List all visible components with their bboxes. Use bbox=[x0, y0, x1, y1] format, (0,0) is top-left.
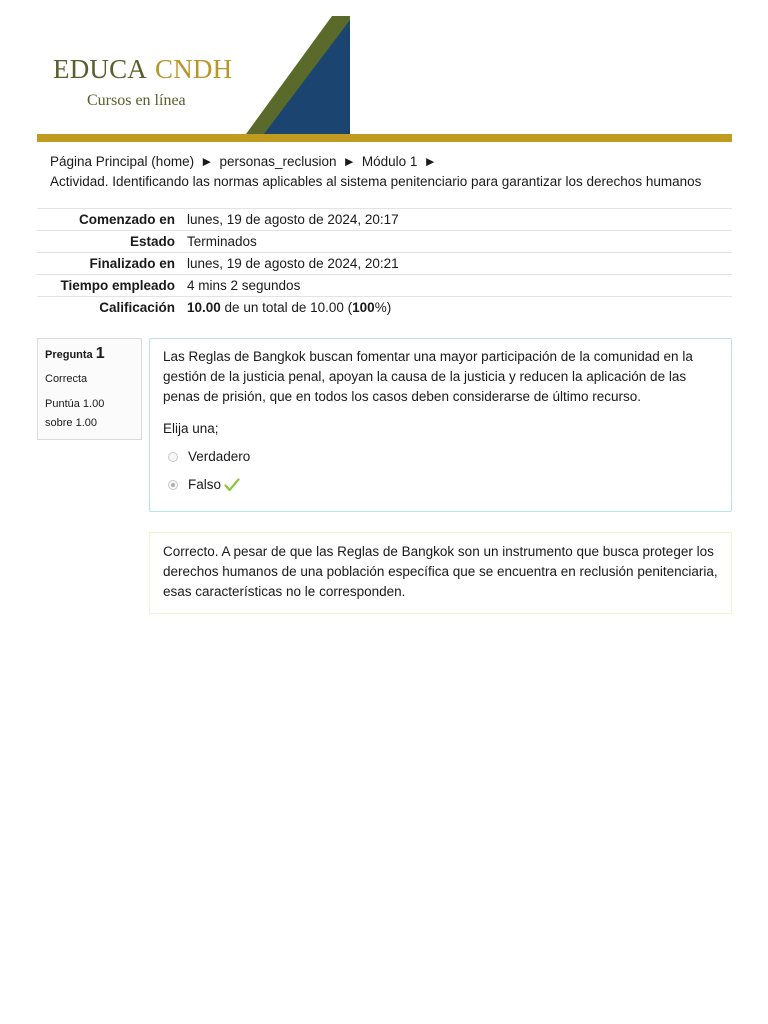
breadcrumb-module[interactable]: Módulo 1 bbox=[361, 154, 418, 169]
summary-row bbox=[37, 209, 732, 231]
summary-row bbox=[37, 253, 732, 275]
header-divider bbox=[37, 134, 732, 142]
question-content bbox=[149, 338, 732, 512]
summary-label: Calificación bbox=[37, 297, 181, 319]
summary-value: lunes, 19 de agosto de 2024, 20:21 bbox=[181, 253, 732, 275]
summary-label: Comenzado en bbox=[37, 209, 181, 231]
summary-label: Estado bbox=[37, 231, 181, 253]
attempt-summary bbox=[37, 208, 732, 318]
summary-label: Finalizado en bbox=[37, 253, 181, 275]
question-state: Correcta bbox=[45, 373, 88, 385]
question-grade: Puntúa 1.00 sobre 1.00 bbox=[45, 398, 105, 429]
grade-percent: 100 bbox=[352, 300, 375, 315]
question-info bbox=[37, 338, 142, 440]
brand-educa: EDUCA bbox=[53, 54, 147, 84]
grade-score: 10.00 bbox=[187, 300, 221, 315]
breadcrumb-separator-icon: ► bbox=[200, 154, 214, 169]
correct-check-icon bbox=[224, 478, 240, 492]
site-header bbox=[37, 16, 732, 142]
grade-total: de un total de 10.00 ( bbox=[220, 300, 353, 315]
breadcrumb-home[interactable]: Página Principal (home) bbox=[50, 154, 195, 169]
brand-subtitle: Cursos en línea bbox=[87, 92, 186, 109]
answer-option-falso[interactable] bbox=[163, 475, 718, 495]
brand-logo[interactable] bbox=[53, 54, 232, 85]
question-label: Pregunta bbox=[45, 349, 93, 361]
logo-triangle-graphic bbox=[245, 16, 351, 134]
answer-label: Falso bbox=[188, 477, 222, 492]
radio-verdadero[interactable] bbox=[168, 452, 178, 462]
summary-value: Terminados bbox=[181, 231, 732, 253]
summary-label: Tiempo empleado bbox=[37, 275, 181, 297]
answer-label: Verdadero bbox=[188, 449, 251, 464]
answer-option-verdadero[interactable] bbox=[163, 447, 718, 467]
breadcrumb-separator-icon: ► bbox=[342, 154, 356, 169]
summary-value: lunes, 19 de agosto de 2024, 20:17 bbox=[181, 209, 732, 231]
summary-value: 4 mins 2 segundos bbox=[181, 275, 732, 297]
question-prompt: Elija una; bbox=[163, 421, 219, 436]
question-number bbox=[45, 345, 134, 363]
brand-cndh: CNDH bbox=[155, 54, 233, 84]
question-text: Las Reglas de Bangkok buscan fomentar una mayor participación de la comunidad en la gestión de la justicia penal, apoyan la causa de la justicia y reducen la aplicación de las penas de prisión, que en todos los casos deben considerarse de último recurso. bbox=[163, 349, 693, 404]
grade-value bbox=[181, 297, 732, 319]
question-number-value: 1 bbox=[95, 345, 105, 362]
breadcrumb bbox=[50, 152, 740, 192]
grade-suffix: %) bbox=[374, 300, 392, 315]
breadcrumb-separator-icon: ► bbox=[423, 154, 437, 169]
summary-row-grade bbox=[37, 297, 732, 319]
summary-row bbox=[37, 231, 732, 253]
question-feedback: Correcto. A pesar de que las Reglas de Bangkok son un instrumento que busca proteger los derechos humanos de una población específica que se encuentra en reclusión penitenciaria, esas características no le corresponden. bbox=[149, 532, 732, 614]
breadcrumb-course[interactable]: personas_reclusion bbox=[219, 154, 337, 169]
summary-row bbox=[37, 275, 732, 297]
breadcrumb-current[interactable]: Actividad. Identificando las normas aplicables al sistema penitenciario para garantizar los derechos humanos bbox=[50, 174, 702, 189]
radio-falso[interactable] bbox=[168, 480, 178, 490]
